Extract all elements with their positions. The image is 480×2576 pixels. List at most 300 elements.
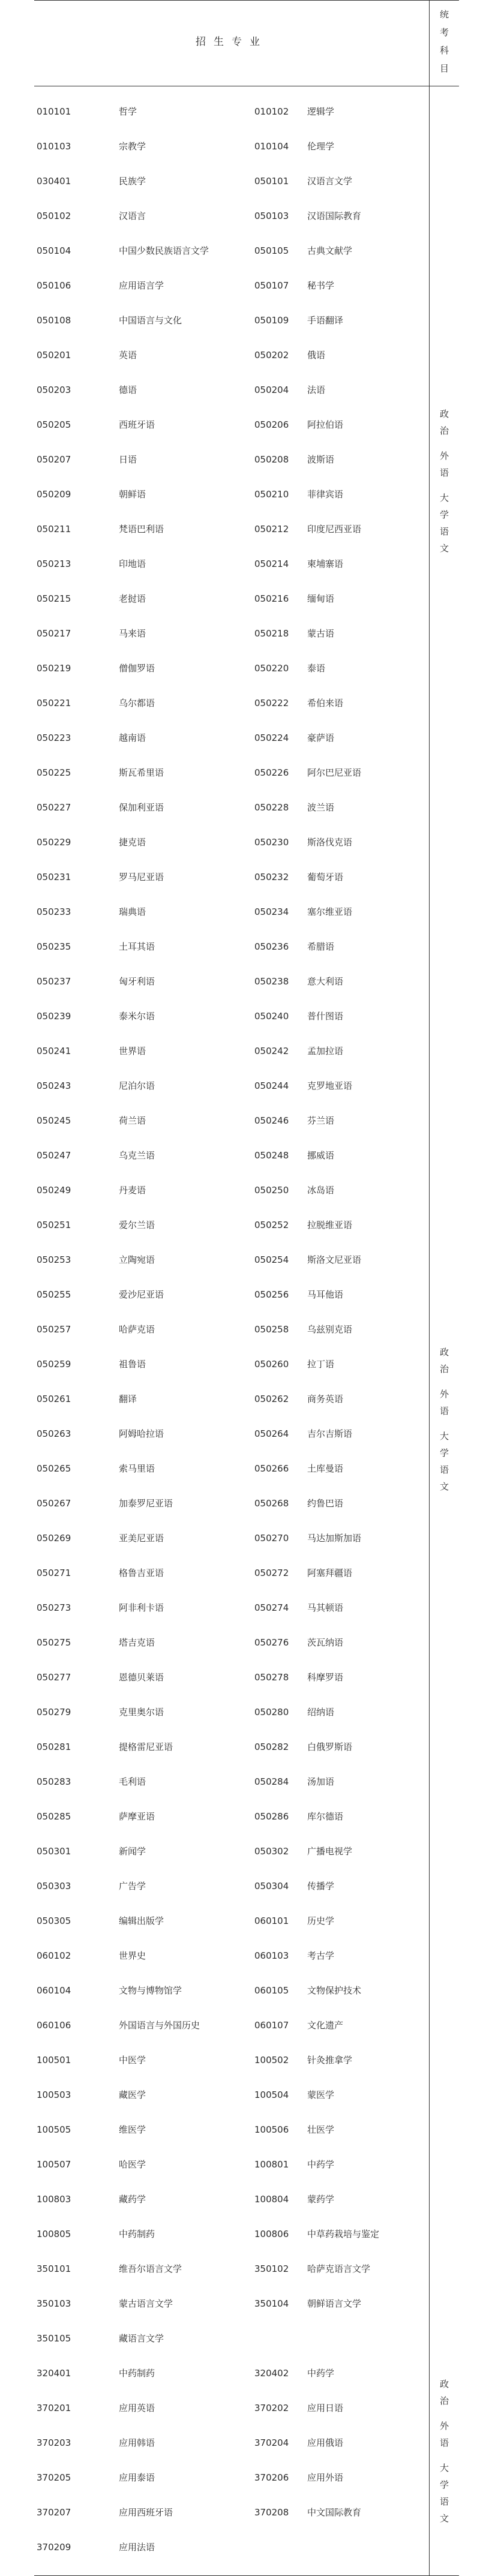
major-code: 050214 xyxy=(254,559,289,569)
major-code: 050280 xyxy=(254,1707,289,1718)
table-row xyxy=(34,1138,429,1173)
major-name: 僧伽罗语 xyxy=(119,663,155,674)
major-code: 050204 xyxy=(254,385,289,395)
major-name: 乌克兰语 xyxy=(119,1150,155,1161)
major-code: 050260 xyxy=(254,1359,289,1370)
table-row xyxy=(34,929,429,964)
major-code: 050238 xyxy=(254,976,289,987)
major-name: 中草药栽培与鉴定 xyxy=(307,2229,380,2239)
major-name: 普什图语 xyxy=(307,1011,344,1022)
table-row xyxy=(34,686,429,720)
major-code: 050270 xyxy=(254,1533,289,1544)
major-name: 挪威语 xyxy=(307,1150,335,1161)
table-row xyxy=(34,1312,429,1347)
subject-char: 语 xyxy=(439,2437,449,2448)
table-row xyxy=(34,2530,429,2565)
major-name: 马来语 xyxy=(119,628,146,639)
major-code: 050256 xyxy=(254,1289,289,1300)
major-name: 乌尔都语 xyxy=(119,698,155,708)
major-code: 050105 xyxy=(254,245,289,256)
side-header-char: 目 xyxy=(439,63,449,74)
major-code: 050232 xyxy=(254,872,289,882)
major-code: 050283 xyxy=(37,1776,71,1787)
subject-char: 学 xyxy=(439,2479,449,2490)
major-code: 370202 xyxy=(254,2403,289,2413)
major-code: 050202 xyxy=(254,350,289,361)
major-name: 中国少数民族语言文学 xyxy=(119,245,209,256)
major-name: 马其顿语 xyxy=(307,1602,344,1613)
major-code: 050284 xyxy=(254,1776,289,1787)
major-code: 100805 xyxy=(37,2229,71,2239)
subject-spacer xyxy=(430,481,459,490)
major-name: 芬兰语 xyxy=(307,1115,335,1126)
major-code: 050108 xyxy=(37,315,71,326)
major-name: 马达加斯加语 xyxy=(307,1533,362,1544)
major-code: 050269 xyxy=(37,1533,71,1544)
major-code: 050210 xyxy=(254,489,289,500)
table-row xyxy=(34,1660,429,1695)
major-code: 050215 xyxy=(37,593,71,604)
major-code: 050106 xyxy=(37,280,71,291)
major-name: 拉脱维亚语 xyxy=(307,1220,353,1230)
major-code: 050218 xyxy=(254,628,289,639)
major-name: 应用英语 xyxy=(119,2403,155,2413)
table-row xyxy=(34,2251,429,2286)
major-code: 050223 xyxy=(37,732,71,743)
major-name: 库尔德语 xyxy=(307,1811,344,1822)
major-name: 绍纳语 xyxy=(307,1707,335,1718)
subject-char: 文 xyxy=(439,543,449,554)
major-code: 050102 xyxy=(37,211,71,221)
major-name: 维吾尔语言文学 xyxy=(119,2263,182,2274)
major-name: 罗马尼亚语 xyxy=(119,872,164,882)
major-code: 050285 xyxy=(37,1811,71,1822)
table-row xyxy=(34,547,429,581)
table-row xyxy=(34,1486,429,1521)
major-code: 050301 xyxy=(37,1846,71,1857)
major-name: 伦理学 xyxy=(307,141,335,152)
major-code: 010101 xyxy=(37,106,71,117)
major-name: 萨摩亚语 xyxy=(119,1811,155,1822)
table-row xyxy=(34,1799,429,1834)
major-name: 汉语国际教育 xyxy=(307,211,362,221)
side-header-char: 统 xyxy=(439,9,449,20)
major-code: 100801 xyxy=(254,2159,289,2170)
subject-char: 学 xyxy=(439,1448,449,1458)
major-name: 恩德贝莱语 xyxy=(119,1672,164,1683)
major-name: 应用日语 xyxy=(307,2403,344,2413)
major-code: 050273 xyxy=(37,1602,71,1613)
table-row xyxy=(34,894,429,929)
subject-char: 大 xyxy=(439,493,449,503)
table-row xyxy=(34,2043,429,2077)
major-code: 100506 xyxy=(254,2124,289,2135)
table-row xyxy=(34,1208,429,1242)
major-code: 050101 xyxy=(254,176,289,187)
major-name: 阿尔巴尼亚语 xyxy=(307,767,362,778)
major-name: 汉语言 xyxy=(119,211,146,221)
major-code: 050245 xyxy=(37,1115,71,1126)
major-code: 050302 xyxy=(254,1846,289,1857)
major-name: 格鲁吉亚语 xyxy=(119,1568,164,1578)
major-name: 壮医学 xyxy=(307,2124,335,2135)
table-row xyxy=(34,1590,429,1625)
table-row xyxy=(34,199,429,233)
major-code: 350103 xyxy=(37,2298,71,2309)
major-name: 新闻学 xyxy=(119,1846,146,1857)
major-name: 蒙医学 xyxy=(307,2089,335,2100)
major-code: 050207 xyxy=(37,454,71,465)
major-code: 050258 xyxy=(254,1324,289,1335)
major-name: 中文国际教育 xyxy=(307,2507,362,2518)
table-row xyxy=(34,1904,429,1938)
major-name: 宗教学 xyxy=(119,141,146,152)
table-row xyxy=(34,164,429,199)
major-name: 民族学 xyxy=(119,176,146,187)
major-name: 中医学 xyxy=(119,2055,146,2065)
table-row xyxy=(34,2286,429,2321)
major-name: 阿姆哈拉语 xyxy=(119,1428,164,1439)
major-name: 藏医学 xyxy=(119,2089,146,2100)
table-row xyxy=(34,1173,429,1208)
major-code: 370201 xyxy=(37,2403,71,2413)
major-name: 立陶宛语 xyxy=(119,1254,155,1265)
table-row xyxy=(34,373,429,407)
table-row xyxy=(34,129,429,164)
major-name: 捷克语 xyxy=(119,837,146,848)
major-name: 克里奥尔语 xyxy=(119,1707,164,1718)
subject-char: 政 xyxy=(439,2379,449,2389)
major-code: 060101 xyxy=(254,1916,289,1926)
major-name: 提格雷尼亚语 xyxy=(119,1742,173,1752)
major-code: 060106 xyxy=(37,2020,71,2031)
major-code: 050219 xyxy=(37,663,71,674)
major-code: 050244 xyxy=(254,1080,289,1091)
major-code: 050274 xyxy=(254,1602,289,1613)
major-code: 050305 xyxy=(37,1916,71,1926)
subject-char: 外 xyxy=(439,451,449,461)
major-code: 050267 xyxy=(37,1498,71,1509)
major-code: 050208 xyxy=(254,454,289,465)
major-code: 050247 xyxy=(37,1150,71,1161)
major-name: 波兰语 xyxy=(307,802,335,813)
major-name: 斯瓦希里语 xyxy=(119,767,164,778)
major-name: 日语 xyxy=(119,454,137,465)
major-name: 约鲁巴语 xyxy=(307,1498,344,1509)
major-code: 050250 xyxy=(254,1185,289,1196)
major-code: 050220 xyxy=(254,663,289,674)
table-row xyxy=(34,1451,429,1486)
major-name: 土库曼语 xyxy=(307,1463,344,1474)
table-row xyxy=(34,1764,429,1799)
table-row xyxy=(34,1347,429,1382)
major-name: 孟加拉语 xyxy=(307,1046,344,1056)
major-code: 050286 xyxy=(254,1811,289,1822)
major-code: 050109 xyxy=(254,315,289,326)
major-name: 朝鲜语言文学 xyxy=(307,2298,362,2309)
major-name: 茨瓦纳语 xyxy=(307,1637,344,1648)
major-code: 050230 xyxy=(254,837,289,848)
major-code: 100806 xyxy=(254,2229,289,2239)
subject-char: 治 xyxy=(439,425,449,436)
major-name: 世界语 xyxy=(119,1046,146,1056)
major-name: 爱沙尼亚语 xyxy=(119,1289,164,1300)
major-name: 蒙古语 xyxy=(307,628,335,639)
major-code: 050239 xyxy=(37,1011,71,1022)
exam-subjects xyxy=(430,2376,459,2527)
major-name: 老挝语 xyxy=(119,593,146,604)
table-row xyxy=(34,512,429,547)
major-code: 050206 xyxy=(254,419,289,430)
major-code: 100501 xyxy=(37,2055,71,2065)
major-name: 中药制药 xyxy=(119,2368,155,2379)
major-code: 060103 xyxy=(254,1950,289,1961)
major-code: 050263 xyxy=(37,1428,71,1439)
subject-char: 语 xyxy=(439,467,449,478)
major-name: 应用外语 xyxy=(307,2472,344,2483)
table-row xyxy=(34,94,429,129)
table-row xyxy=(34,1938,429,1973)
major-code: 050271 xyxy=(37,1568,71,1578)
major-code: 370203 xyxy=(37,2437,71,2448)
major-name: 塞尔维亚语 xyxy=(307,906,353,917)
major-code: 050259 xyxy=(37,1359,71,1370)
major-code: 050209 xyxy=(37,489,71,500)
table-row xyxy=(34,2008,429,2043)
subject-char: 外 xyxy=(439,1389,449,1400)
subject-char: 语 xyxy=(439,1464,449,1475)
major-name: 毛利语 xyxy=(119,1776,146,1787)
major-name: 应用西班牙语 xyxy=(119,2507,173,2518)
major-name: 应用语言学 xyxy=(119,280,164,291)
subject-char: 文 xyxy=(439,1481,449,1492)
major-code: 050211 xyxy=(37,524,71,535)
major-name: 法语 xyxy=(307,385,326,395)
major-code: 050201 xyxy=(37,350,71,361)
major-code: 010104 xyxy=(254,141,289,152)
major-name: 冰岛语 xyxy=(307,1185,335,1196)
major-name: 德语 xyxy=(119,385,137,395)
major-code: 350104 xyxy=(254,2298,289,2309)
major-name: 加泰罗尼亚语 xyxy=(119,1498,173,1509)
subject-spacer xyxy=(430,1377,459,1386)
major-code: 050266 xyxy=(254,1463,289,1474)
table-row xyxy=(34,1242,429,1277)
major-code: 050275 xyxy=(37,1637,71,1648)
table-row xyxy=(34,338,429,373)
major-name: 中药学 xyxy=(307,2368,335,2379)
table-row xyxy=(34,1869,429,1904)
major-code: 050268 xyxy=(254,1498,289,1509)
major-code: 050216 xyxy=(254,593,289,604)
major-name: 藏语言文学 xyxy=(119,2333,164,2344)
major-code: 100505 xyxy=(37,2124,71,2135)
subject-char: 治 xyxy=(439,2395,449,2406)
major-name: 汉语言文学 xyxy=(307,176,353,187)
major-name: 祖鲁语 xyxy=(119,1359,146,1370)
table-row xyxy=(34,1034,429,1068)
major-name: 世界史 xyxy=(119,1950,146,1961)
major-code: 100504 xyxy=(254,2089,289,2100)
major-name: 意大利语 xyxy=(307,976,344,987)
major-name: 哲学 xyxy=(119,106,137,117)
table-row xyxy=(34,2356,429,2391)
major-name: 应用韩语 xyxy=(119,2437,155,2448)
major-name: 希伯来语 xyxy=(307,698,344,708)
major-code: 050251 xyxy=(37,1220,71,1230)
major-code: 050276 xyxy=(254,1637,289,1648)
admissions-table xyxy=(34,0,459,2576)
table-row xyxy=(34,442,429,477)
table-row xyxy=(34,1103,429,1138)
major-name: 古典文献学 xyxy=(307,245,353,256)
major-name: 梵语巴利语 xyxy=(119,524,164,535)
major-code: 050281 xyxy=(37,1742,71,1752)
table-row xyxy=(34,1416,429,1451)
major-name: 应用法语 xyxy=(119,2542,155,2553)
major-name: 越南语 xyxy=(119,732,146,743)
major-code: 100503 xyxy=(37,2089,71,2100)
major-name: 爱尔兰语 xyxy=(119,1220,155,1230)
major-name: 手语翻译 xyxy=(307,315,344,326)
major-code: 050236 xyxy=(254,941,289,952)
table-row xyxy=(34,755,429,790)
major-name: 编辑出版学 xyxy=(119,1916,164,1926)
major-code: 050249 xyxy=(37,1185,71,1196)
major-name: 亚美尼亚语 xyxy=(119,1533,164,1544)
subject-spacer xyxy=(430,439,459,448)
major-code: 370208 xyxy=(254,2507,289,2518)
subject-char: 外 xyxy=(439,2421,449,2431)
major-name: 泰米尔语 xyxy=(119,1011,155,1022)
major-code: 050242 xyxy=(254,1046,289,1056)
major-code: 050226 xyxy=(254,767,289,778)
major-name: 文物与博物馆学 xyxy=(119,1985,182,1996)
table-row xyxy=(34,2147,429,2182)
major-code: 050241 xyxy=(37,1046,71,1056)
subject-spacer xyxy=(430,1419,459,1428)
major-name: 哈医学 xyxy=(119,2159,146,2170)
major-code: 050304 xyxy=(254,1881,289,1892)
subject-char: 大 xyxy=(439,2463,449,2473)
table-row xyxy=(34,2077,429,2112)
table-row xyxy=(34,581,429,616)
major-name: 广告学 xyxy=(119,1881,146,1892)
major-name: 西班牙语 xyxy=(119,419,155,430)
major-code: 060104 xyxy=(37,1985,71,1996)
major-code: 050228 xyxy=(254,802,289,813)
major-name: 阿拉伯语 xyxy=(307,419,344,430)
table-row xyxy=(34,1382,429,1416)
major-code: 370206 xyxy=(254,2472,289,2483)
major-name: 土耳其语 xyxy=(119,941,155,952)
major-name: 斯洛文尼亚语 xyxy=(307,1254,362,1265)
major-name: 针灸推拿学 xyxy=(307,2055,353,2065)
major-code: 050233 xyxy=(37,906,71,917)
major-code: 050254 xyxy=(254,1254,289,1265)
header-title: 招生专业 xyxy=(196,36,268,48)
major-code: 050253 xyxy=(37,1254,71,1265)
table-row xyxy=(34,1730,429,1764)
major-code: 320401 xyxy=(37,2368,71,2379)
major-code: 100507 xyxy=(37,2159,71,2170)
major-code: 050278 xyxy=(254,1672,289,1683)
major-code: 050262 xyxy=(254,1394,289,1404)
major-name: 阿塞拜疆语 xyxy=(307,1568,353,1578)
major-code: 050224 xyxy=(254,732,289,743)
subject-spacer xyxy=(430,2409,459,2418)
major-code: 050261 xyxy=(37,1394,71,1404)
major-code: 050229 xyxy=(37,837,71,848)
major-code: 050231 xyxy=(37,872,71,882)
major-name: 索马里语 xyxy=(119,1463,155,1474)
subject-char: 文 xyxy=(439,2513,449,2524)
major-code: 050107 xyxy=(254,280,289,291)
table-row xyxy=(34,790,429,825)
major-name: 匈牙利语 xyxy=(119,976,155,987)
table-row xyxy=(34,1973,429,2008)
major-code: 350105 xyxy=(37,2333,71,2344)
major-code: 050264 xyxy=(254,1428,289,1439)
major-name: 阿非利卡语 xyxy=(119,1602,164,1613)
subject-char: 政 xyxy=(439,1347,449,1358)
major-code: 370204 xyxy=(254,2437,289,2448)
subject-char: 政 xyxy=(439,409,449,419)
major-code: 060102 xyxy=(37,1950,71,1961)
subject-spacer xyxy=(430,2451,459,2460)
table-row xyxy=(34,1625,429,1660)
table-row xyxy=(34,407,429,442)
major-name: 菲律宾语 xyxy=(307,489,344,500)
table-row xyxy=(34,1556,429,1590)
major-code: 050282 xyxy=(254,1742,289,1752)
major-code: 050205 xyxy=(37,419,71,430)
table-row xyxy=(34,2217,429,2251)
major-name: 保加利亚语 xyxy=(119,802,164,813)
major-code: 050104 xyxy=(37,245,71,256)
side-header-char: 考 xyxy=(439,27,449,38)
table-row xyxy=(34,1695,429,1730)
major-name: 朝鲜语 xyxy=(119,489,146,500)
major-code: 050203 xyxy=(37,385,71,395)
major-code: 320402 xyxy=(254,2368,289,2379)
major-code: 060105 xyxy=(254,1985,289,1996)
major-code: 050234 xyxy=(254,906,289,917)
major-name: 葡萄牙语 xyxy=(307,872,344,882)
major-name: 哈萨克语言文学 xyxy=(307,2263,371,2274)
major-name: 俄语 xyxy=(307,350,326,361)
major-name: 应用俄语 xyxy=(307,2437,344,2448)
major-code: 370205 xyxy=(37,2472,71,2483)
major-name: 印地语 xyxy=(119,559,146,569)
major-name: 豪萨语 xyxy=(307,732,335,743)
table-row xyxy=(34,616,429,651)
table-row xyxy=(34,720,429,755)
major-code: 050279 xyxy=(37,1707,71,1718)
major-name: 传播学 xyxy=(307,1881,335,1892)
subject-char: 治 xyxy=(439,1364,449,1374)
major-name: 应用泰语 xyxy=(119,2472,155,2483)
major-name: 藏药学 xyxy=(119,2194,146,2205)
major-code: 370209 xyxy=(37,2542,71,2553)
major-code: 350101 xyxy=(37,2263,71,2274)
table-row xyxy=(34,2391,429,2425)
table-header xyxy=(34,1,429,85)
table-row xyxy=(34,651,429,686)
major-name: 英语 xyxy=(119,350,137,361)
major-code: 050303 xyxy=(37,1881,71,1892)
major-code: 050221 xyxy=(37,698,71,708)
